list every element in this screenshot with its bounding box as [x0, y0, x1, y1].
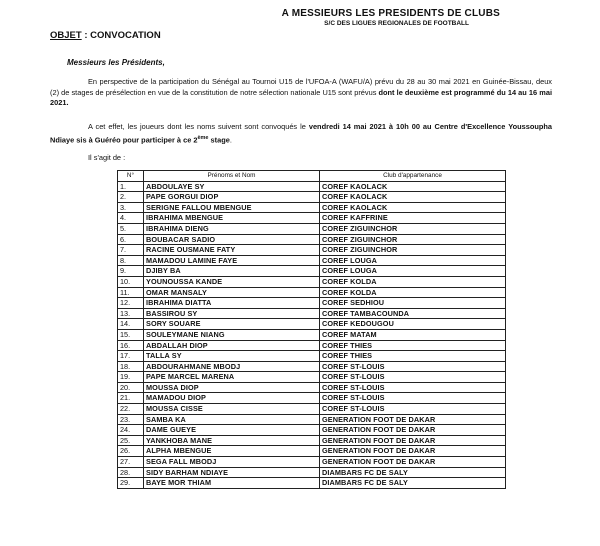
paragraph-convocation-bold-end: stage	[208, 135, 230, 145]
player-name: MOUSSA DIOP	[144, 382, 320, 393]
player-club: COREF KOLDA	[320, 287, 506, 298]
players-table	[117, 170, 506, 489]
player-name: TALLA SY	[144, 351, 320, 362]
table-row	[118, 276, 506, 287]
player-name: SERIGNE FALLOU MBENGUE	[144, 202, 320, 213]
player-club: COREF KAOLACK	[320, 202, 506, 213]
table-row	[118, 478, 506, 489]
row-number: 25.	[118, 435, 144, 446]
row-number: 22.	[118, 404, 144, 415]
row-number: 28.	[118, 467, 144, 478]
player-name: BAYE MOR THIAM	[144, 478, 320, 489]
players-table-body	[118, 181, 506, 488]
player-name: PAPE MARCEL MARENA	[144, 372, 320, 383]
player-name: MAMADOU LAMINE FAYE	[144, 255, 320, 266]
player-name: ABDALLAH DIOP	[144, 340, 320, 351]
table-row	[118, 223, 506, 234]
player-club: DIAMBARS FC DE SALY	[320, 467, 506, 478]
table-row	[118, 467, 506, 478]
table-row	[118, 351, 506, 362]
player-name: IBRAHIMA MBENGUE	[144, 213, 320, 224]
table-row	[118, 414, 506, 425]
paragraph-convocation-text: A cet effet, les joueurs dont les noms suivent sont convoqués le	[88, 122, 309, 131]
player-club: COREF LOUGA	[320, 255, 506, 266]
player-name: ABDOURAHMANE MBODJ	[144, 361, 320, 372]
player-club: COREF ST-LOUIS	[320, 361, 506, 372]
row-number: 14.	[118, 319, 144, 330]
player-club: COREF KAFFRINE	[320, 213, 506, 224]
table-row	[118, 446, 506, 457]
row-number: 11.	[118, 287, 144, 298]
subject-label: OBJET	[50, 30, 82, 41]
row-number: 19.	[118, 372, 144, 383]
table-row	[118, 404, 506, 415]
player-name: BASSIROU SY	[144, 308, 320, 319]
player-club: DIAMBARS FC DE SALY	[320, 478, 506, 489]
table-row	[118, 308, 506, 319]
table-row	[118, 425, 506, 436]
row-number: 2.	[118, 192, 144, 203]
header-name: Prénoms et Nom	[144, 171, 320, 182]
row-number: 18.	[118, 361, 144, 372]
row-number: 1.	[118, 181, 144, 192]
player-club: COREF ZIGUINCHOR	[320, 223, 506, 234]
table-row	[118, 393, 506, 404]
row-number: 15.	[118, 329, 144, 340]
table-row	[118, 372, 506, 383]
header-club: Club d'appartenance	[320, 171, 506, 182]
paragraph-context	[50, 77, 552, 109]
subject-separator: :	[81, 30, 91, 41]
table-row	[118, 234, 506, 245]
player-club: COREF KOLDA	[320, 276, 506, 287]
player-club: COREF THIES	[320, 340, 506, 351]
player-name: DAME GUEYE	[144, 425, 320, 436]
row-number: 23.	[118, 414, 144, 425]
row-number: 12.	[118, 298, 144, 309]
paragraph-convocation	[50, 122, 552, 146]
row-number: 21.	[118, 393, 144, 404]
player-club: COREF KEDOUGOU	[320, 319, 506, 330]
paragraph-convocation-end: .	[229, 135, 232, 145]
table-row	[118, 192, 506, 203]
player-club: COREF ZIGUINCHOR	[320, 234, 506, 245]
player-club: COREF KAOLACK	[320, 192, 506, 203]
player-club: GENERATION FOOT DE DAKAR	[320, 446, 506, 457]
row-number: 10.	[118, 276, 144, 287]
table-row	[118, 361, 506, 372]
row-number: 29.	[118, 478, 144, 489]
row-number: 26.	[118, 446, 144, 457]
row-number: 24.	[118, 425, 144, 436]
row-number: 6.	[118, 234, 144, 245]
paragraph-context-bold: dont le deuxième est programmé du 14 au 16 mai 2021.	[50, 87, 552, 108]
table-row	[118, 435, 506, 446]
player-club: GENERATION FOOT DE DAKAR	[320, 425, 506, 436]
table-row	[118, 457, 506, 468]
table-row	[118, 202, 506, 213]
paragraph-convocation-bold: vendredi 14 mai 2021 à 10h 00 au Centre d'Excellence Youssoupha Ndiaye sis à Guéréo pour participer à ce 2	[50, 122, 552, 145]
player-name: OMAR MANSALY	[144, 287, 320, 298]
list-intro: Il s'agit de :	[88, 153, 126, 162]
addressee-subtitle: S/C DES LIGUES REGIONALES DE FOOTBALL	[324, 20, 469, 27]
row-number: 8.	[118, 255, 144, 266]
table-row	[118, 255, 506, 266]
player-name: DJIBY BA	[144, 266, 320, 277]
row-number: 7.	[118, 245, 144, 256]
player-name: RACINE OUSMANE FATY	[144, 245, 320, 256]
player-name: BOUBACAR SADIO	[144, 234, 320, 245]
addressee-title: A MESSIEURS LES PRESIDENTS DE CLUBS	[281, 8, 500, 19]
player-name: ABDOULAYE SY	[144, 181, 320, 192]
player-name: MOUSSA CISSE	[144, 404, 320, 415]
player-name: YOUNOUSSA KANDE	[144, 276, 320, 287]
subject-value: CONVOCATION	[90, 30, 161, 41]
player-club: COREF ST-LOUIS	[320, 372, 506, 383]
table-row	[118, 340, 506, 351]
row-number: 17.	[118, 351, 144, 362]
header-number: N°	[118, 171, 144, 182]
table-row	[118, 298, 506, 309]
player-name: SORY SOUARE	[144, 319, 320, 330]
player-club: GENERATION FOOT DE DAKAR	[320, 414, 506, 425]
player-name: PAPE GORGUI DIOP	[144, 192, 320, 203]
row-number: 27.	[118, 457, 144, 468]
ordinal-suffix: ème	[197, 134, 209, 141]
table-row	[118, 245, 506, 256]
player-name: SIDY BARHAM NDIAYE	[144, 467, 320, 478]
player-club: COREF KAOLACK	[320, 181, 506, 192]
table-row	[118, 319, 506, 330]
table-row	[118, 287, 506, 298]
player-club: COREF THIES	[320, 351, 506, 362]
player-name: ALPHA MBENGUE	[144, 446, 320, 457]
paragraph-context-text: En perspective de la participation du Sénégal au Tournoi U15 de l'UFOA-A (WAFU/A) prévu du 28 au 30 mai 2021 en Guinée-Bissau, deux (2) de stages de présélection en vue de la constitution de notre sélection nationale U15 sont prévus	[50, 77, 552, 97]
table-row	[118, 266, 506, 277]
row-number: 13.	[118, 308, 144, 319]
player-name: IBRAHIMA DIATTA	[144, 298, 320, 309]
player-club: COREF ZIGUINCHOR	[320, 245, 506, 256]
player-name: MAMADOU DIOP	[144, 393, 320, 404]
greeting: Messieurs les Présidents,	[67, 58, 165, 67]
player-club: GENERATION FOOT DE DAKAR	[320, 435, 506, 446]
player-club: COREF ST-LOUIS	[320, 404, 506, 415]
player-club: COREF ST-LOUIS	[320, 393, 506, 404]
player-name: SAMBA KA	[144, 414, 320, 425]
row-number: 20.	[118, 382, 144, 393]
player-club: COREF LOUGA	[320, 266, 506, 277]
player-club: COREF SEDHIOU	[320, 298, 506, 309]
player-club: GENERATION FOOT DE DAKAR	[320, 457, 506, 468]
player-club: COREF MATAM	[320, 329, 506, 340]
table-header-row	[118, 171, 506, 182]
player-name: IBRAHIMA DIENG	[144, 223, 320, 234]
subject-line	[50, 30, 161, 41]
player-name: SEGA FALL MBODJ	[144, 457, 320, 468]
row-number: 16.	[118, 340, 144, 351]
table-row	[118, 213, 506, 224]
row-number: 4.	[118, 213, 144, 224]
player-club: COREF TAMBACOUNDA	[320, 308, 506, 319]
table-row	[118, 329, 506, 340]
player-name: YANKHOBA MANE	[144, 435, 320, 446]
row-number: 9.	[118, 266, 144, 277]
player-club: COREF ST-LOUIS	[320, 382, 506, 393]
row-number: 3.	[118, 202, 144, 213]
player-name: SOULEYMANE NIANG	[144, 329, 320, 340]
table-row	[118, 181, 506, 192]
row-number: 5.	[118, 223, 144, 234]
table-row	[118, 382, 506, 393]
